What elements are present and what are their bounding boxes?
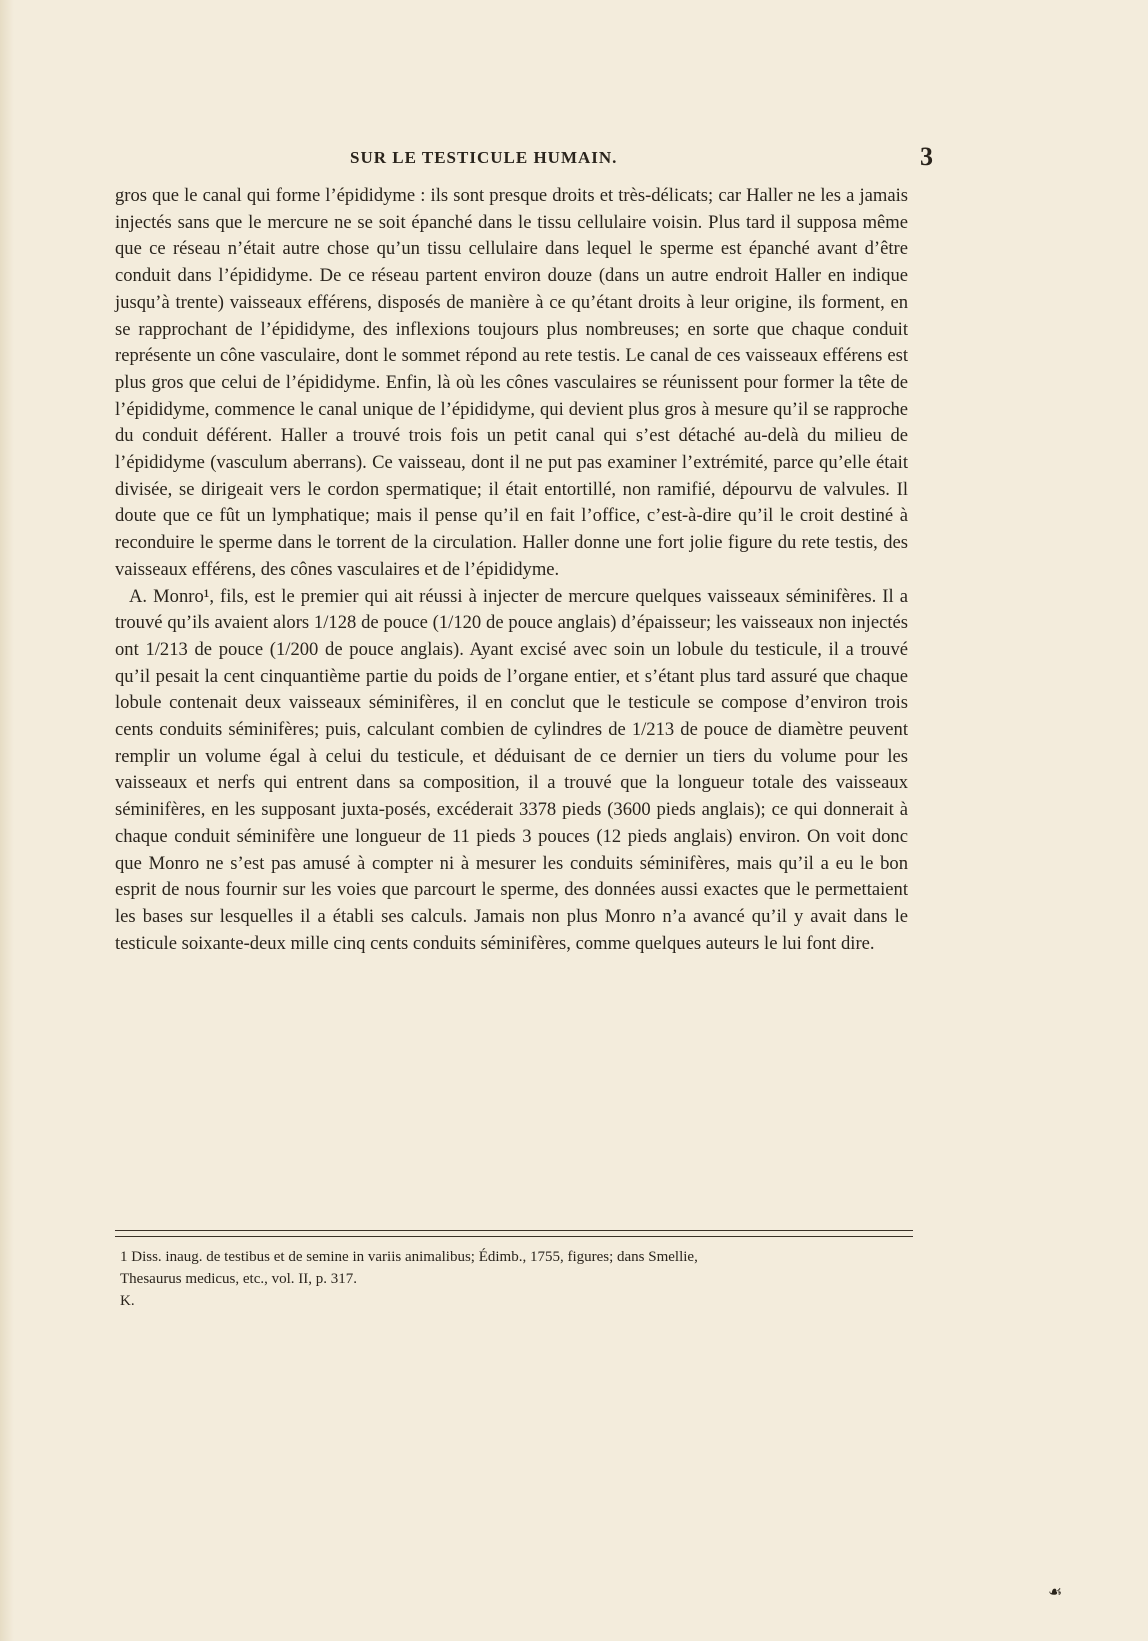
page-header	[115, 142, 933, 172]
ornament-glyph: ☙	[1048, 1582, 1063, 1601]
footnote-rule	[115, 1230, 913, 1231]
footnote-1-line-1: 1 Diss. inaug. de testibus et de semine in variis animalibus; Édimb., 1755, figures; dans Smellie,	[120, 1249, 698, 1265]
running-head: SUR LE TESTICULE HUMAIN.	[350, 148, 618, 167]
footnote-signature: K.	[120, 1293, 135, 1309]
footnote-rule-secondary	[115, 1236, 913, 1237]
footnotes	[120, 1246, 910, 1312]
body-text	[115, 183, 908, 957]
paragraph-2: A. Monro¹, fils, est le premier qui ait réussi à injecter de mercure quelques vaisseaux séminifères. Il a trouvé qu’ils avaient alors 1/128 de pouce (1/120 de pouce anglais) d’épaisseur; les vaisseaux non injectés ont 1/213 de pouce (1/200 de pouce anglais). Ayant excisé avec soin un lobule du testicule, il a trouvé qu’il pesait la cent cinquantième partie du poids de l’organe entier, et s’étant plus tard assuré que chaque lobule contenait deux vaisseaux séminifères, il en conclut que le testicule se compose d’environ trois cents conduits séminifères; puis, calculant combien de cylindres de 1/213 de pouce de diamètre peuvent remplir un volume égal à celui du testicule, et déduisant de ce dernier un tiers du volume pour les vaisseaux et nerfs qui entrent dans sa composition, il a trouvé que la longueur totale des vaisseaux séminifères, en les supposant juxta-posés, excéderait 3378 pieds (3600 pieds anglais); ce qui donnerait à chaque conduit séminifère une longueur de 11 pieds 3 pouces (12 pieds anglais) environ. On voit donc que Monro ne s’est pas amusé à compter ni à mesurer les conduits séminifères, mais qu’il a eu le bon esprit de nous fournir sur les voies que parcourt le sperme, des données aussi exactes que le permettaient les bases sur lesquelles il a établi ses calculs. Jamais non plus Monro n’a avancé qu’il y avait dans le testicule soixante-deux mille cinq cents conduits séminifères, comme quelques auteurs le lui font dire.	[115, 585, 908, 954]
page-number: 3	[920, 142, 933, 171]
footnote-1-line-2: Thesaurus medicus, etc., vol. II, p. 317.	[120, 1271, 358, 1287]
page-edge	[0, 0, 14, 1641]
paragraph-1: gros que le canal qui forme l’épididyme : ils sont presque droits et très-délicats; car Haller ne les a jamais injectés sans que le mercure ne se soit épanché dans le tissu cellulaire voisin. Plus tard il supposa même que ce réseau n’était autre chose qu’un tissu cellulaire dans lequel le sperme est épanché avant d’être conduit dans l’épididyme. De ce réseau partent environ douze (dans un autre endroit Haller en indique jusqu’à trente) vaisseaux efférens, disposés de manière à ce qu’étant droits à leur origine, ils forment, en se rapprochant de l’épididyme, des inflexions toujours plus nombreuses; en sorte que chaque conduit représente un cône vasculaire, dont le sommet répond au rete testis. Le canal de ces vaisseaux efférens est plus gros que celui de l’épididyme. Enfin, là où les cônes vasculaires se réunissent pour former la tête de l’épididyme, commence le canal unique de l’épididyme, qui devient plus gros à mesure qu’il se rapproche du conduit déférent. Haller a trouvé trois fois un petit canal qui s’est détaché au-delà du milieu de l’épididyme (vasculum aberrans). Ce vaisseau, dont il ne put pas examiner l’extrémité, parce qu’elle était divisée, se dirigeait vers le cordon spermatique; il était entortillé, non ramifié, dépourvu de valvules. Il doute que ce fût un lymphatique; mais il pense qu’il en fait l’office, c’est-à-dire qu’il le croit destiné à reconduire le sperme dans le torrent de la circulation. Haller donne une fort jolie figure du rete testis, des vaisseaux efférens, des cônes vasculaires et de l’épididyme.	[115, 185, 908, 580]
